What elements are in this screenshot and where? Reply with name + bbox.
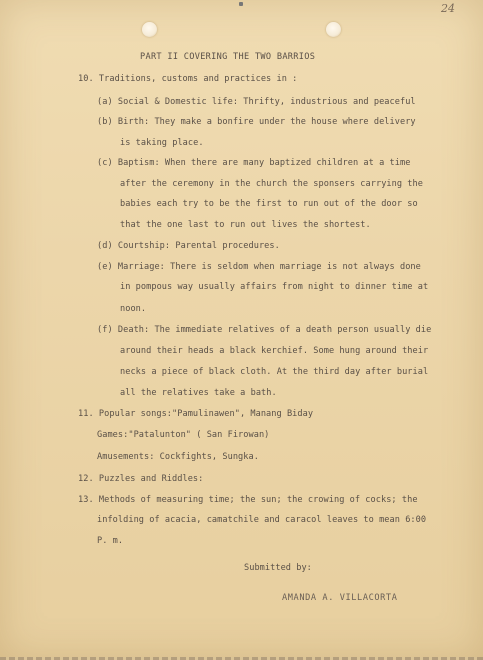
text-line: 10. Traditions, customs and practices in : bbox=[78, 74, 298, 84]
text-line: 13. Methods of measuring time; the sun; the crowing of cocks; the bbox=[78, 495, 418, 505]
text-line: necks a piece of black cloth. At the third day after burial bbox=[120, 367, 429, 377]
text-line: (d) Courtship: Parental procedures. bbox=[97, 241, 280, 251]
submitted-by-name: AMANDA A. VILLACORTA bbox=[282, 593, 398, 603]
text-line: (a) Social & Domestic life: Thrifty, industrious and peaceful bbox=[97, 97, 416, 107]
text-line: is taking place. bbox=[120, 138, 204, 148]
punch-hole-left bbox=[142, 22, 157, 37]
text-line: around their heads a black kerchief. Some hung around their bbox=[120, 346, 429, 356]
text-line: infolding of acacia, camatchile and caracol leaves to mean 6:00 bbox=[97, 515, 427, 525]
text-line: after the ceremony in the church the sponsers carrying the bbox=[120, 179, 423, 189]
staple-mark bbox=[239, 2, 243, 6]
punch-hole-right bbox=[326, 22, 341, 37]
section-heading: PART II COVERING THE TWO BARRIOS bbox=[140, 52, 316, 62]
text-line: 11. Popular songs:"Pamulinawen", Manang Biday bbox=[78, 409, 314, 419]
text-line: (c) Baptism: When there are many baptized children at a time bbox=[97, 158, 411, 168]
text-line: (f) Death: The immediate relatives of a death person usually die bbox=[97, 325, 432, 335]
text-line: Games:"Patalunton" ( San Firowan) bbox=[97, 430, 270, 440]
text-line: that the one last to run out lives the shortest. bbox=[120, 220, 371, 230]
text-line: in pompous way usually affairs from night to dinner time at bbox=[120, 282, 429, 292]
text-line: (e) Marriage: There is seldom when marriage is not always done bbox=[97, 262, 421, 272]
submitted-by-label: Submitted by: bbox=[244, 563, 312, 573]
text-line: P. m. bbox=[97, 536, 124, 546]
text-line: 12. Puzzles and Riddles: bbox=[78, 474, 204, 484]
text-line: noon. bbox=[120, 304, 147, 314]
page-number: 24 bbox=[441, 2, 456, 15]
text-line: all the relatives take a bath. bbox=[120, 388, 277, 398]
text-line: Amusements: Cockfights, Sungka. bbox=[97, 452, 259, 462]
text-line: babies each try to be the first to run out of the door so bbox=[120, 199, 418, 209]
text-line: (b) Birth: They make a bonfire under the house where delivery bbox=[97, 117, 416, 127]
